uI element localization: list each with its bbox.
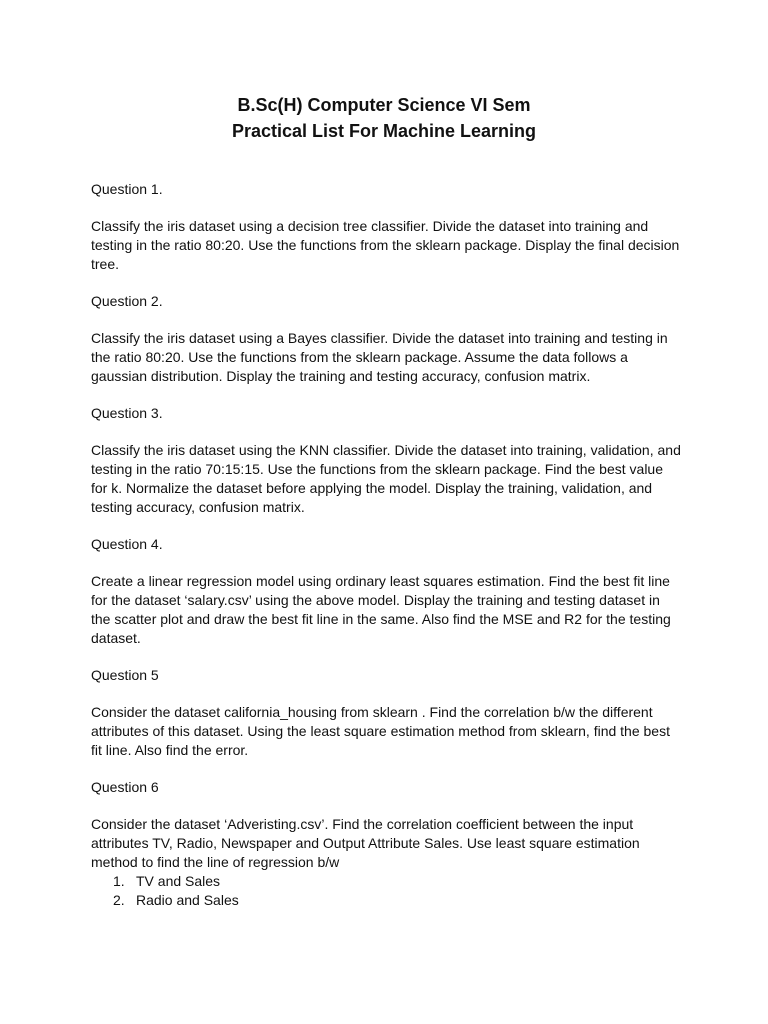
question-heading: Question 5	[91, 667, 159, 683]
list-item-number: 1.	[113, 873, 125, 889]
list-item	[91, 891, 683, 910]
list-item-text: Radio and Sales	[136, 892, 239, 908]
document-title	[0, 92, 768, 144]
question-body: Consider the dataset california_housing from sklearn . Find the correlation b/w the different attributes of this dataset. Using the least square estimation method from sklearn, find the best fit line. Also find the error.	[91, 704, 670, 758]
list-item	[91, 872, 683, 891]
question-4	[91, 535, 683, 648]
list-item-number: 2.	[113, 892, 125, 908]
question-body: Classify the iris dataset using a Bayes classifier. Divide the dataset into training and testing in the ratio 80:20. Use the functions from the sklearn package. Assume the data follows a gaussian distribution. Display the training and testing accuracy, confusion matrix.	[91, 330, 668, 384]
question-body: Classify the iris dataset using a decision tree classifier. Divide the dataset into training and testing in the ratio 80:20. Use the functions from the sklearn package. Display the final decision tree.	[91, 218, 680, 272]
question-3	[91, 404, 683, 517]
question-heading: Question 4.	[91, 536, 163, 552]
question-body: Consider the dataset ‘Adveristing.csv’. Find the correlation coefficient between the input attributes TV, Radio, Newspaper and Output Attribute Sales. Use least square estimation method to find the line of regression b/w	[91, 816, 640, 870]
question-heading: Question 2.	[91, 293, 163, 309]
numbered-list	[91, 872, 683, 910]
question-list	[91, 180, 683, 910]
question-6	[91, 778, 683, 910]
question-5	[91, 666, 683, 760]
question-body: Classify the iris dataset using the KNN classifier. Divide the dataset into training, validation, and testing in the ratio 70:15:15. Use the functions from the sklearn package. Find the best value for k. Normalize the dataset before applying the model. Display the training, validation, and testing accuracy, confusion matrix.	[91, 442, 681, 515]
title-line-2: Practical List For Machine Learning	[231, 121, 537, 141]
question-heading: Question 3.	[91, 405, 163, 421]
question-2	[91, 292, 683, 386]
list-item-text: TV and Sales	[136, 873, 221, 889]
question-heading: Question 6	[91, 779, 159, 795]
question-heading: Question 1.	[91, 181, 163, 197]
question-1	[91, 180, 683, 274]
question-body: Create a linear regression model using ordinary least squares estimation. Find the best fit line for the dataset ‘salary.csv’ using the above model. Display the training and testing dataset in the scatter plot and draw the best fit line in the same. Also find the MSE and R2 for the testing dataset.	[91, 573, 671, 646]
title-line-1: B.Sc(H) Computer Science VI Sem	[237, 95, 531, 115]
